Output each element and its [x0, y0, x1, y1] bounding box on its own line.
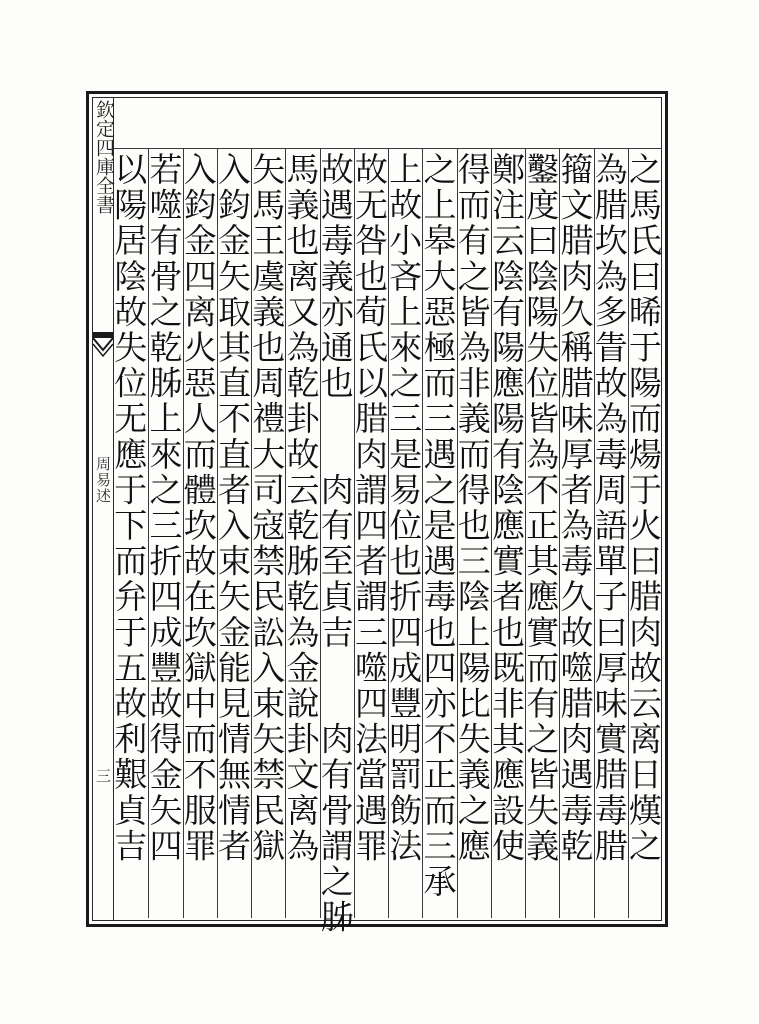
- text-column-content: 上故小吝上來之三是易位也折四成豐明罰飭法: [384, 152, 424, 864]
- text-column-content: 鄭注云陰有陽應陽有陰應實者也既非其應設使: [487, 152, 526, 864]
- text-column: [555, 148, 595, 918]
- text-column: [144, 148, 184, 918]
- text-column: [589, 148, 629, 918]
- text-column-content: 為腊坎為多眚故為毒周語單子曰厚味實腊毒腊: [589, 152, 629, 864]
- text-column: [452, 148, 492, 918]
- text-column: [315, 148, 355, 936]
- text-column: [109, 148, 149, 918]
- text-column-content: 故遇毒義亦通也 肉有至貞吉 肉有骨謂之胏: [315, 152, 355, 936]
- text-column-content: 之馬氏曰晞于陽而煬于火曰腊肉故云离日熯之: [624, 152, 663, 864]
- chapter-label: 周易述: [94, 456, 112, 504]
- text-column: [487, 148, 526, 918]
- text-column-content: 籀文腊肉久稱腊味厚者為毒久故噬腊肉遇毒乾: [555, 152, 595, 864]
- text-column: [384, 148, 424, 918]
- text-column: [178, 148, 218, 918]
- text-column-content: 故无咎也荀氏以腊肉謂四者謂三噬四法當遇罪: [350, 152, 389, 864]
- text-column: [281, 148, 321, 918]
- text-column: [247, 148, 287, 918]
- text-column-content: 矢馬王虞義也周禮大司寇禁民訟入束矢禁民獄: [247, 152, 287, 864]
- text-column-content: 得而有之皆為非義而得也三陰上陽比失義之應: [452, 152, 492, 864]
- text-column-content: 入鈞金四离火惡人而體坎故在坎獄中而不服罪: [178, 152, 218, 864]
- book-title: 欽定四庫全書: [93, 100, 115, 214]
- text-column-content: 鑿度曰陰陽失位皆為不正其應實而有之皆失義: [521, 152, 561, 864]
- text-column-content: 若噬有骨之乾胏上來之三折四成豐故得金矢四: [144, 152, 184, 864]
- text-column-content: 之上皋大惡極而三遇之是遇毒也四亦不正而三承: [418, 152, 458, 900]
- text-column: [521, 148, 561, 918]
- text-column-content: 馬義也离又為乾卦故云乾胏乾為金說卦文离為: [281, 152, 321, 864]
- text-column-content: 以陽居陰故失位无應于下而弁于五故利艱貞吉: [109, 152, 149, 864]
- text-column-content: 入鈞金矢取其直不直者入束矢金能見情無情者: [213, 152, 252, 864]
- text-column: [624, 148, 663, 918]
- page-number: 三: [94, 768, 112, 783]
- text-column: [350, 148, 389, 918]
- text-column: [418, 148, 458, 918]
- text-column: [213, 148, 252, 918]
